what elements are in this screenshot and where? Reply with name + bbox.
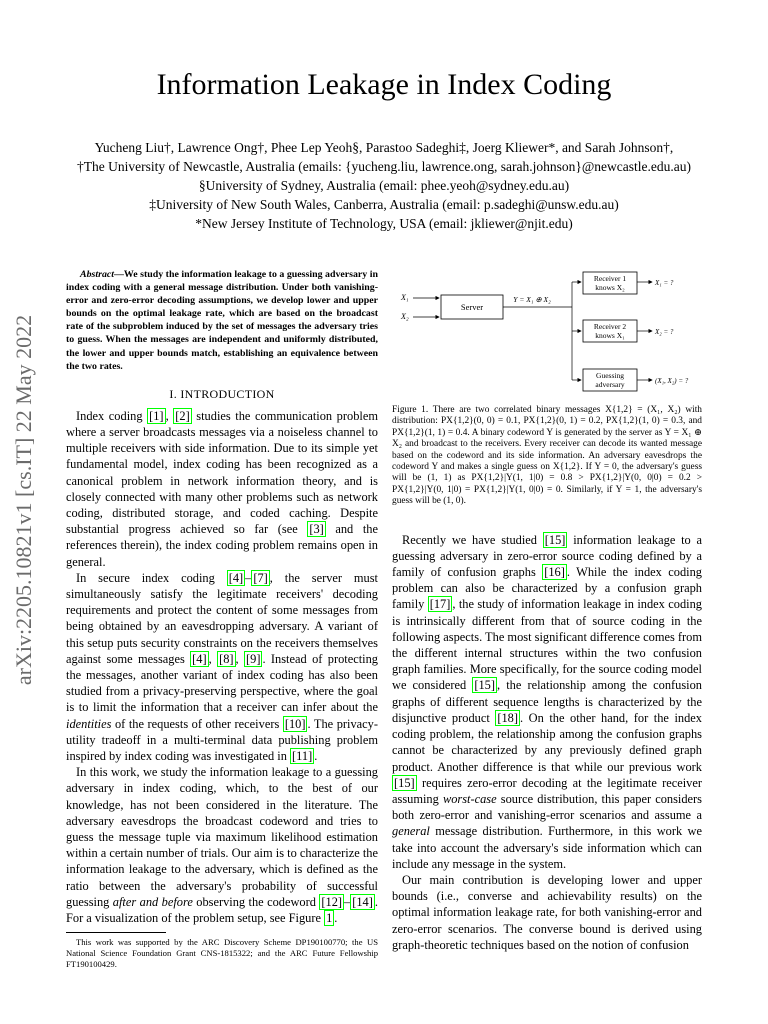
receiver-2-output: X₂ = ? <box>655 328 674 336</box>
funding-footnote: This work was supported by the ARC Discovery Scheme DP190100770; the US National Science Foundation Grant CNS-1815322; and the ARC Future Fellowship FT190100429. <box>66 937 378 970</box>
receiver-1-output: X₁ = ? <box>655 279 674 287</box>
adversary-label-2: adversary <box>595 380 625 389</box>
citation-link[interactable]: [3] <box>309 522 324 537</box>
figure-1-caption: Figure 1. There are two correlated binary messages X{1,2} = (X₁, X₂) with distribution: PX{1,2}(0, 0) = 0.1, PX{1,2}(0, 1) = 0.2, PX{1,2}(1, 0) = 0.3, and PX{1,2}(1, 1) = 0.4. A binary codeword Y is generated by the server as Y = X₁ ⊕ X₂ and broadcast to the receivers. Every receiver can decode its wanted message based on the codeword and its side information. An adversary eavesdrops the codeword Y and makes a single guess on X{1,2}. If Y = 0, the adversary's guess will be (1, 1) as PX{1,2}|Y(1, 1|0) = 0.8 > PX{1,2}|Y(0, 0|0) = 0.2 > PX{1,2}|Y(0, 1|0) = PX{1,2}|Y(1, 0|0) = 0. Similarly, if Y = 1, the adversary's guess will be (1, 0). <box>392 405 702 507</box>
arxiv-stamp-text: arXiv:2205.10821v1 [cs.IT] 22 May 2022 <box>11 314 36 686</box>
affiliation-sydney: §University of Sydney, Australia (email: phee.yeoh@sydney.edu.au) <box>198 178 570 193</box>
citation-link[interactable]: [4] <box>192 651 207 666</box>
paper-title: Information Leakage in Index Coding <box>156 68 612 101</box>
citation-link[interactable]: [11] <box>292 749 313 764</box>
figure-link[interactable]: 1 <box>326 911 333 926</box>
right-column <box>392 270 702 953</box>
arxiv-stamp <box>10 270 38 730</box>
citation-link[interactable]: [15] <box>544 532 566 547</box>
citation-link[interactable]: [7] <box>253 570 268 585</box>
receiver-2-side-info: knows X₁ <box>595 331 625 340</box>
receiver-2-label: Receiver 2 <box>593 322 627 331</box>
input-label-x2: X₂ <box>401 312 409 321</box>
citation-link[interactable]: [15] <box>394 775 415 790</box>
abstract <box>66 268 378 373</box>
citation-link[interactable]: [2] <box>175 408 190 423</box>
abstract-text: —We study the information leakage to a guessing adversary in index coding with a general message distribution. Under both vanishing-error and zero-error decoding assumptions, we develop lower and upper bounds on the optimal leakage rate, which are based on the broadcast rate of the subproblem induced by the set of messages the adversary tries to guess. When the messages are independent and uniformly distributed, the lower and upper bounds match, establishing an equivalence between the two rates. <box>66 269 378 372</box>
affiliation-njit: *New Jersey Institute of Technology, USA (email: jkliewer@njit.edu) <box>195 216 573 231</box>
citation-link[interactable]: [12] <box>321 894 343 909</box>
right-paragraph-2: Our main contribution is developing lower and upper bounds (i.e., converse and achievability results) on the optimal information leakage rate, for both vanishing-error and zero-error scenarios. The converse bound is derived using graph-theoretic techniques based on the notion of confusion <box>392 872 702 952</box>
input-label-x1: X₁ <box>401 293 409 302</box>
citation-link[interactable]: [1] <box>149 408 164 423</box>
citation-link[interactable]: [16] <box>544 565 565 580</box>
section-heading-introduction: I. INTRODUCTION <box>169 386 275 401</box>
system-diagram <box>392 270 702 395</box>
right-paragraph-1: Recently we have studied [15] information leakage to a guessing adversary in zero-error source coding defined by a family of confusion graphs [16] . While the index coding problem can also be characterized by a confusion graph family [17] , the study of information leakage in index coding is intrinsically different from that of source coding in the following aspects. The most significant difference comes from the different internal structures within the two confusion graph families. More specifically, for the source coding model we considered [15] , the relationship among the confusion graphs of different sequence lengths is characterized by the disjunctive product [18] . On the other hand, for the index coding problem, the relationship among the confusion graphs cannot be characterized by any previously defined graph product. Another difference is that while our previous work [15] requires zero-error decoding at the legitimate receiver assuming worst-case source distribution, this paper considers both zero-error and vanishing-error scenarios and assume a general message distribution. Furthermore, in this work we take into account the adversary's side information which can include any message in the system. <box>392 532 703 871</box>
citation-link[interactable]: [10] <box>284 716 306 731</box>
author-list: Yucheng Liu†, Lawrence Ong†, Phee Lep Yeoh§, Parastoo Sadeghi‡, Joerg Kliewer*, and Sarah Johnson†, <box>94 140 674 155</box>
intro-paragraph-3: In this work, we study the information leakage to a guessing adversary in index coding, which, to the best of our knowledge, has not been considered in the literature. The adversary eavesdrops the broadcast codeword and tries to guess the message tuple via maximum likelihood estimation within a certain number of trials. Our aim is to characterize the information leakage to the adversary, which is defined as the ratio between the adversary's probability of successful guessing after and before observing the codeword [12] – [14] . For a visualization of the problem setup, see Figure 1 . <box>66 765 378 926</box>
affiliation-unsw: ‡University of New South Wales, Canberra, Australia (email: p.sadeghi@unsw.edu.au) <box>149 197 619 212</box>
citation-link[interactable]: [18] <box>497 710 518 725</box>
left-column <box>66 268 378 970</box>
server-label: Server <box>460 302 484 312</box>
abstract-label: Abstract <box>80 269 115 280</box>
footnote-divider <box>66 932 166 933</box>
author-block <box>0 138 768 233</box>
affiliation-newcastle: †The University of Newcastle, Australia (emails: {yucheng.liu, lawrence.ong, sarah.johnson}@newcastle.edu.au) <box>77 159 691 174</box>
broadcast-label: Y = X₁ ⊕ X₂ <box>513 295 551 304</box>
receiver-1-label: Receiver 1 <box>593 274 627 283</box>
citation-link[interactable]: [14] <box>352 894 373 909</box>
receiver-1-side-info: knows X₂ <box>595 283 625 292</box>
intro-paragraph-1: Index coding [1] , [2] studies the communication problem where a server broadcasts messages via a noiseless channel to multiple receivers with side information. Due to its simple yet fundamental model, index coding has been recognized as a canonical problem in network information theory, and is closely connected with many other problems such as network coding, distributed storage, and coded caching. Despite substantial progress achieved so far (see [3] and the references therein), the index coding problem remains open in general. <box>66 408 378 569</box>
citation-link[interactable]: [8] <box>219 651 234 666</box>
citation-link[interactable]: [15] <box>474 678 495 693</box>
citation-link[interactable]: [4] <box>228 570 244 585</box>
adversary-label: Guessing <box>596 371 624 380</box>
citation-link[interactable]: [17] <box>429 597 451 612</box>
adversary-output: (X₁, X₂) = ? <box>655 377 689 385</box>
intro-paragraph-2: In secure index coding [4] – [7] , the server must simultaneously satisfy the legitimate receivers' decoding requirements and protect the content of some messages from being obtained by an eavesdropping adversary. A variant of this setup puts security constraints on the receivers themselves against some messages [4] , [8] , [9] . Instead of protecting the messages, another variant of index coding has also been studied from a privacy-preserving perspective, where the goal is to limit the information that a receiver can infer about the identities of the requests of other receivers [10] . The privacy-utility tradeoff in a multi-terminal data publishing problem inspired by index coding was investigated in [11] . <box>66 570 378 764</box>
citation-link[interactable]: [9] <box>246 651 261 666</box>
